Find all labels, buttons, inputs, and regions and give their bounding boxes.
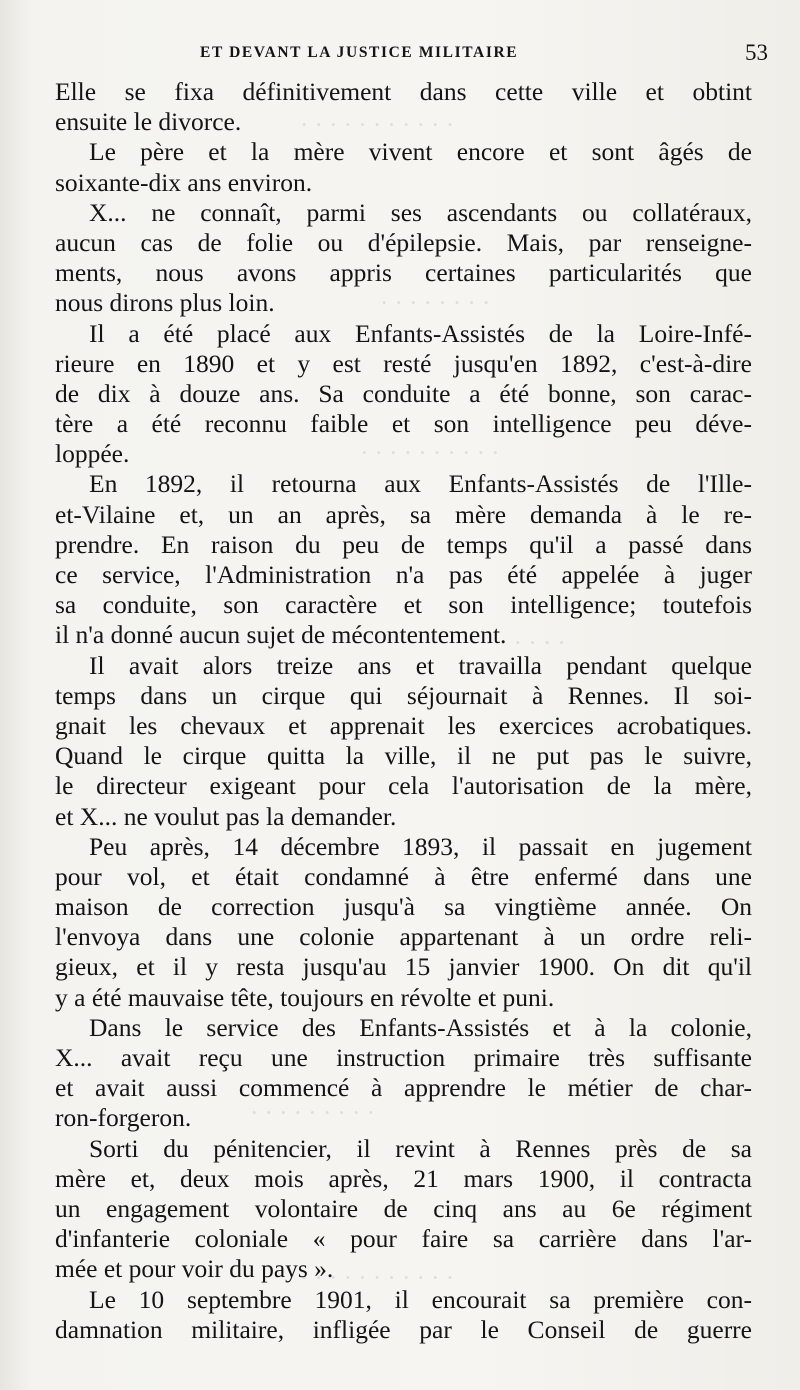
text-line: soixante-dix ans environ. [55, 167, 313, 197]
text-line: un engagement volontaire de cinq ans au 6e régiment [55, 1193, 752, 1223]
text-line: pour vol, et était condamné à être enfermé dans une [55, 861, 752, 891]
text-line: le directeur exigeant pour cela l'autorisation de la mère, [55, 771, 752, 801]
text-line: ron-forgeron. [55, 1103, 192, 1133]
running-head: ET DEVANT LA JUSTICE MILITAIRE [200, 44, 519, 61]
text-line: aucun cas de folie ou d'épilepsie. Mais, par renseigne- [55, 227, 752, 257]
text-line: ments, nous avons appris certaines particularités que [55, 258, 752, 288]
text-line: X... avait reçu une instruction primaire très suffisante [55, 1043, 752, 1072]
text-line: d'infanterie coloniale « pour faire sa carrière dans l'ar- [55, 1224, 752, 1254]
text-line: rieure en 1890 et y est resté jusqu'en 1892, c'est-à-dire [55, 348, 752, 378]
text-line: mère et, deux mois après, 21 mars 1900, il contracta [55, 1163, 752, 1193]
text-line: gieux, et il y resta jusqu'au 15 janvier 1900. On dit qu'il [55, 952, 752, 982]
page-number: 53 [745, 40, 768, 65]
page-header [55, 40, 770, 68]
text-line: de dix à douze ans. Sa conduite a été bonne, son carac- [55, 378, 752, 408]
text-line: Elle se fixa définitivement dans cette ville et obtint [55, 77, 752, 106]
text-line: damnation militaire, infligée par le Conseil de guerre [55, 1314, 752, 1344]
text-line: Dans le service des Enfants-Assistés et à la colonie, [89, 1012, 752, 1042]
text-line: Sorti du pénitencier, il revint à Rennes près de sa [89, 1133, 752, 1163]
text-line: y a été mauvaise tête, toujours en révolte et puni. [55, 982, 555, 1012]
text-line: Le 10 septembre 1901, il encourait sa première con- [89, 1284, 752, 1314]
text-line: et X... ne voulut pas la demander. [55, 801, 397, 831]
show-through-bleed: · · · · · · · · · · · [300, 1265, 455, 1292]
text-line: et avait aussi commencé à apprendre le métier de char- [55, 1073, 752, 1103]
text-line: ensuite le divorce. [55, 107, 242, 137]
text-line: Il avait alors treize ans et travailla pendant quelque [89, 650, 752, 680]
text-line: Le père et la mère vivent encore et sont âgés de [89, 137, 752, 167]
text-line: temps dans un cirque qui séjournait à Rennes. Il soi- [55, 680, 752, 710]
text-line: En 1892, il retourna aux Enfants-Assistés de l'Ille- [89, 469, 752, 499]
text-line: Peu après, 14 décembre 1893, il passait en jugement [89, 831, 752, 861]
text-line: il n'a donné aucun sujet de mécontentement. [55, 620, 507, 650]
text-line: prendre. En raison du peu de temps qu'il a passé dans [55, 529, 752, 559]
text-line: Il a été placé aux Enfants-Assistés de la Loire-Infé- [89, 318, 752, 348]
text-line: gnait les chevaux et apprenait les exercices acrobatiques. [55, 710, 752, 740]
text-line: mée et pour voir du pays ». [55, 1254, 334, 1284]
show-through-bleed: · · · · · · · · · [250, 1100, 375, 1127]
show-through-bleed: · · · · · · · · · · · [300, 112, 455, 139]
text-line: nous dirons plus loin. [55, 288, 275, 318]
text-line: maison de correction jusqu'à sa vingtième année. On [55, 892, 752, 922]
text-line: sa conduite, son caractère et son intelligence; toutefois [55, 590, 752, 620]
show-through-bleed: · · · · · · · [470, 630, 566, 657]
text-line: tère a été reconnu faible et son intelligence peu déve- [55, 409, 752, 439]
text-line: ce service, l'Administration n'a pas été appelée à juger [55, 560, 752, 589]
show-through-bleed: · · · · · · · · [380, 290, 491, 317]
text-line: X... ne connaît, parmi ses ascendants ou collatéraux, [89, 197, 752, 227]
show-through-bleed: · · · · · · · · · · [360, 440, 500, 467]
text-line: l'envoya dans une colonie appartenant à un ordre reli- [55, 922, 752, 952]
body-text [55, 77, 752, 1345]
text-line: loppée. [55, 439, 130, 469]
text-line: et-Vilaine et, un an après, sa mère demanda à le re- [55, 499, 752, 529]
text-line: Quand le cirque quitta la ville, il ne put pas le suivre, [55, 741, 752, 771]
